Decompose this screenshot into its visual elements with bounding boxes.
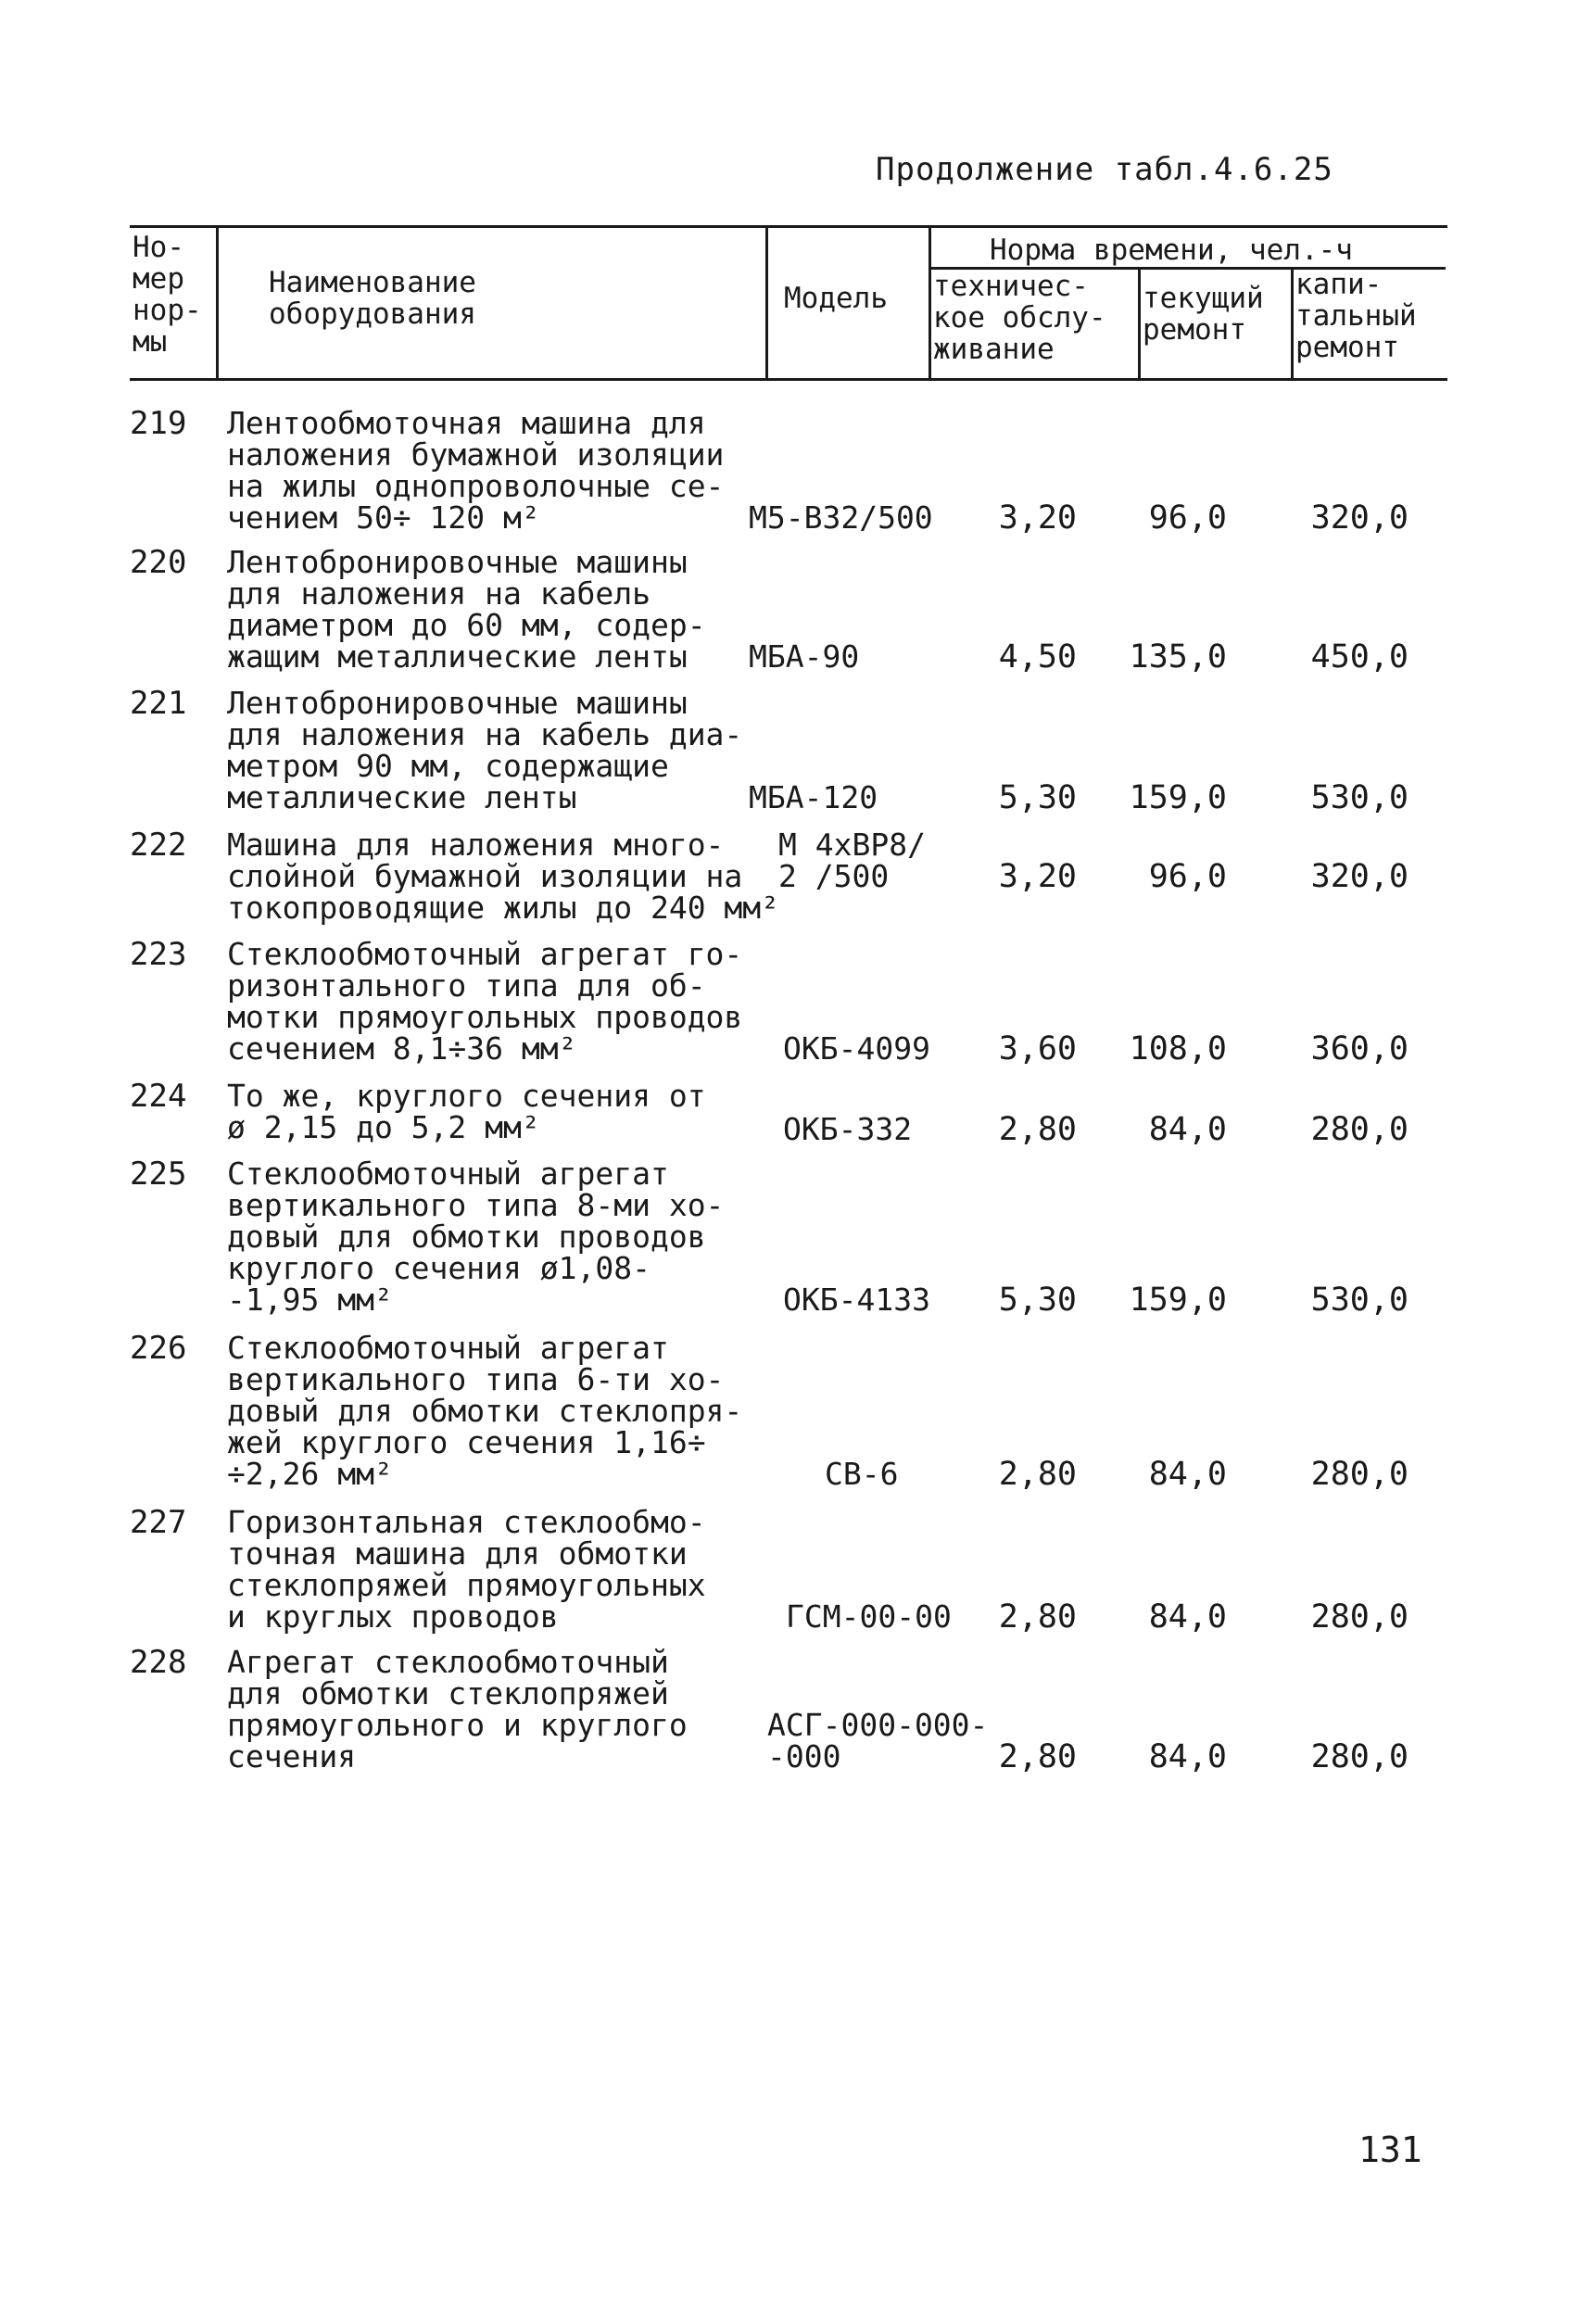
col-divider-4 — [1138, 267, 1141, 378]
row-number: 220 — [130, 544, 187, 581]
header-number: Но- мер нор- мы — [133, 231, 202, 359]
row-number: 219 — [130, 405, 187, 442]
value-maintenance: 2,80 — [998, 1738, 1077, 1775]
value-maintenance: 4,50 — [998, 638, 1077, 676]
value-current-repair: 84,0 — [1148, 1738, 1227, 1775]
value-capital-repair: 320,0 — [1310, 499, 1408, 537]
value-current-repair: 84,0 — [1148, 1111, 1227, 1148]
value-current-repair: 84,0 — [1148, 1598, 1227, 1636]
row-number: 225 — [130, 1156, 187, 1193]
equipment-model: ОКБ-4133 — [783, 1282, 930, 1318]
col-divider-3 — [928, 225, 931, 378]
row-number: 221 — [130, 685, 187, 722]
value-maintenance: 5,30 — [998, 779, 1077, 816]
value-capital-repair: 280,0 — [1310, 1598, 1408, 1636]
equipment-model: ГСМ-00-00 — [786, 1598, 952, 1635]
value-current-repair: 108,0 — [1129, 1030, 1227, 1067]
row-number: 222 — [130, 827, 187, 864]
header-current-repair: текущий ремонт — [1143, 282, 1264, 347]
value-current-repair: 159,0 — [1129, 779, 1227, 816]
value-capital-repair: 320,0 — [1310, 858, 1408, 895]
row-number: 228 — [130, 1644, 187, 1681]
equipment-name: Агрегат стеклообмоточный для обмотки стеклопряжей прямоугольного и круглого сечения — [227, 1644, 688, 1775]
equipment-model: СВ-6 — [825, 1456, 899, 1492]
page-number: 131 — [1358, 2129, 1422, 2170]
value-current-repair: 84,0 — [1148, 1456, 1227, 1493]
row-number: 226 — [130, 1330, 187, 1367]
col-divider-1 — [216, 225, 219, 378]
value-capital-repair: 280,0 — [1310, 1111, 1408, 1148]
value-current-repair: 159,0 — [1129, 1282, 1227, 1319]
equipment-name: Горизонтальная стеклообмо- точная машина для обмотки стеклопряжей прямоугольных и круглых проводов — [227, 1504, 706, 1635]
table-header-bottom-rule — [130, 378, 1447, 381]
value-maintenance: 2,80 — [998, 1598, 1077, 1636]
value-capital-repair: 450,0 — [1310, 638, 1408, 676]
value-capital-repair: 530,0 — [1310, 1282, 1408, 1319]
table-top-rule — [130, 225, 1447, 228]
header-model: Модель — [784, 282, 888, 315]
col-divider-2 — [765, 225, 768, 378]
value-current-repair: 135,0 — [1129, 638, 1227, 676]
header-capital-repair: капи- тальный ремонт — [1295, 268, 1417, 364]
equipment-name: Стеклообмоточный агрегат вертикального типа 6-ти хо- довый для обмотки стеклопря- жей круглого сечения 1,16÷ ÷2,26 мм² — [227, 1330, 743, 1492]
equipment-model: М5-В32/500 — [749, 499, 933, 536]
equipment-name: Лентообмоточная машина для наложения бумажной изоляции на жилы однопроволочные се- чением 50÷ 120 м² — [227, 405, 725, 536]
value-maintenance: 2,80 — [998, 1456, 1077, 1493]
header-maintenance: техничес- кое обслу- живание — [933, 270, 1106, 366]
equipment-name: То же, круглого сечения от ø 2,15 до 5,2 мм² — [227, 1078, 706, 1145]
equipment-name: Лентобронировочные машины для наложения на кабель диа- метром 90 мм, содержащие металлические ленты — [227, 685, 743, 815]
col-divider-5 — [1291, 267, 1294, 378]
value-maintenance: 3,20 — [998, 499, 1077, 537]
equipment-model: МБА-90 — [749, 638, 860, 675]
value-maintenance: 2,80 — [998, 1111, 1077, 1148]
equipment-name: Лентобронировочные машины для наложения на кабель диаметром до 60 мм, содер- жащим металлические ленты — [227, 544, 706, 675]
value-maintenance: 3,20 — [998, 858, 1077, 895]
header-name: Наименование оборудования — [269, 266, 476, 331]
value-current-repair: 96,0 — [1148, 499, 1227, 537]
value-current-repair: 96,0 — [1148, 858, 1227, 895]
equipment-model: АСГ-000-000- -000 — [767, 1707, 989, 1775]
equipment-name: Машина для наложения много- слойной бумажной изоляции на токопроводящие жилы до 240 мм² — [227, 827, 780, 926]
equipment-model: ОКБ-4099 — [783, 1030, 930, 1067]
row-number: 224 — [130, 1078, 187, 1115]
equipment-model: МБА-120 — [749, 779, 878, 815]
equipment-name: Стеклообмоточный агрегат вертикального типа 8-ми хо- довый для обмотки проводов круглого сечения ø1,08- -1,95 мм² — [227, 1156, 725, 1318]
value-capital-repair: 530,0 — [1310, 779, 1408, 816]
value-capital-repair: 280,0 — [1310, 1738, 1408, 1775]
value-capital-repair: 360,0 — [1310, 1030, 1408, 1067]
row-number: 223 — [130, 936, 187, 973]
value-capital-repair: 280,0 — [1310, 1456, 1408, 1493]
value-maintenance: 3,60 — [998, 1030, 1077, 1067]
equipment-model: ОКБ-332 — [783, 1111, 913, 1147]
equipment-model: М 4хВР8/ 2 /500 — [778, 827, 926, 894]
table-continuation-caption: Продолжение табл.4.6.25 — [876, 151, 1333, 188]
value-maintenance: 5,30 — [998, 1282, 1077, 1319]
header-norm-group: Норма времени, чел.-ч — [990, 234, 1353, 267]
equipment-name: Стеклообмоточный агрегат го- ризонтального типа для об- мотки прямоугольных проводов сечением 8,1÷36 мм² — [227, 936, 743, 1067]
row-number: 227 — [130, 1504, 187, 1541]
